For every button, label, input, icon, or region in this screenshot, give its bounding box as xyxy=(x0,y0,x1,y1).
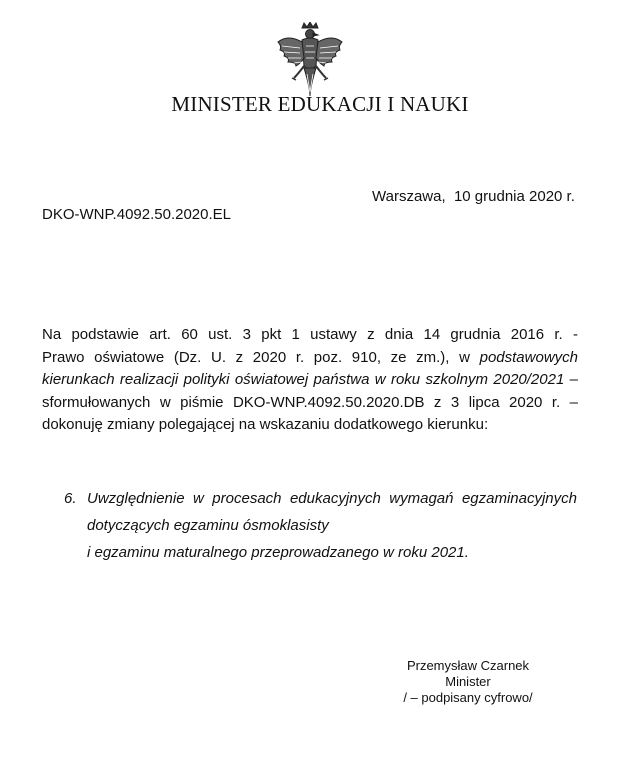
paragraph-line-4: sformułowanych w piśmie DKO-WNP.4092.50.2020.DB z 3 lipca 2020 r. – xyxy=(42,393,578,411)
signature-block xyxy=(380,658,556,706)
signature-note: / – podpisany cyfrowo/ xyxy=(403,690,533,705)
reference-number: DKO-WNP.4092.50.2020.EL xyxy=(42,206,232,223)
paragraph-line-2-plain: Prawo oświatowe (Dz. U. z 2020 r. poz. 910, ze zm.), w xyxy=(42,348,470,366)
paragraph-line-3 xyxy=(42,369,578,392)
paragraph-line-2-italic: podstawowych xyxy=(479,348,578,366)
item-number: 6. xyxy=(64,490,77,507)
signatory-name: Przemysław Czarnek xyxy=(406,658,530,673)
ministry-heading: MINISTER EDUKACJI I NAUKI xyxy=(171,92,469,116)
paragraph-line-3-plain: – xyxy=(564,371,578,388)
polish-eagle-emblem-icon xyxy=(276,22,344,98)
paragraph-line-1: Na podstawie art. 60 ust. 3 pkt 1 ustawy z dnia 14 grudnia 2016 r. - xyxy=(42,326,578,343)
decision-paragraph xyxy=(42,324,578,437)
paragraph-line-5: dokonuję zmiany polegającej na wskazaniu dodatkowego kierunku: xyxy=(42,416,489,433)
item-line-3: i egzaminu maturalnego przeprowadzanego w roku 2021. xyxy=(87,544,469,561)
item-line-2: dotyczących egzaminu ósmoklasisty xyxy=(87,517,329,534)
paragraph-line-2 xyxy=(42,347,578,370)
signatory-title: Minister xyxy=(445,674,491,689)
paragraph-line-3-italic: kierunkach realizacji polityki oświatowej państwa w roku szkolnym 2020/2021 xyxy=(42,371,565,388)
item-text xyxy=(87,485,577,566)
item-line-1: Uwzględnienie w procesach edukacyjnych wymagań egzaminacyjnych xyxy=(87,490,577,507)
place-and-date: Warszawa, 10 grudnia 2020 r. xyxy=(372,188,575,205)
